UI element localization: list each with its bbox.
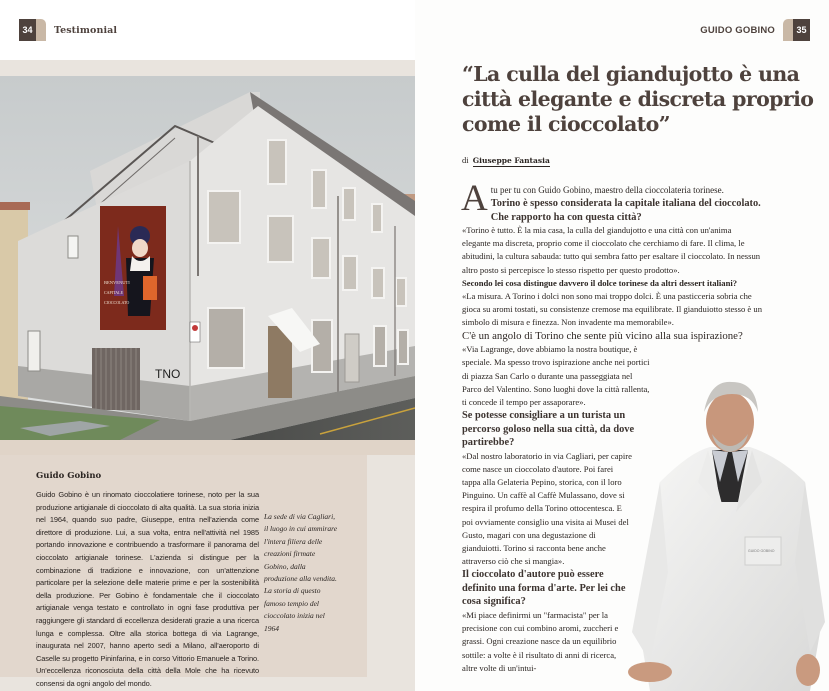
chef-portrait-photo — [620, 372, 829, 691]
bio-title: Guido Gobino — [36, 471, 102, 481]
answer-1: «Torino è tutto. È la mia casa, la culla del giandujotto e una città con un'anima elegante ma discreta, proprio come il cioccolato che cerchiamo di fare. Il clima, le abitudini, la cultura sabauda: tutto qui sembra fatto per esaltare il cioccolato. In nessun altro posto si percepisce lo stesso rispetto per questo prodotto». — [462, 225, 761, 275]
answer-2: «La misura. A Torino i dolci non sono mai troppo dolci. È una pasticceria sobria che gioca su aromi tostati, su consistenze cremose ma equilibrate. Il gianduiotto stesso è un simbolo di misura e finezza. Non invadente ma memorabile». — [462, 291, 762, 328]
graffiti-text: TNO — [155, 367, 181, 381]
right-folio — [700, 19, 810, 41]
building-photo — [0, 76, 415, 440]
photo-bottom-strip — [0, 440, 415, 455]
section-label-right: GUIDO GOBINO — [700, 24, 775, 36]
page-number-right: 35 — [793, 19, 810, 41]
section-label: Testimonial — [54, 24, 118, 36]
question-4: Se potesse consigliare a un turista un percorso goloso nella sua città, da dove partirebbe? — [462, 410, 635, 449]
svg-text:CIOCCOLATO: CIOCCOLATO — [104, 300, 130, 305]
answer-3: «Via Lagrange, dove abbiamo la nostra boutique, è speciale. Ma spesso trovo ispirazione anche nei portici di piazza San Carlo o durante una passeggiata nel Parco del Valentino. Sono luoghi dove la città rallenta, ti concede il tempo per assaporare». — [462, 344, 650, 407]
answer-4: «Dal nostro laboratorio in via Cagliari, per capire come nasce un cioccolato d'autore. Poi farei tappa alla Gelateria Pepino, storica, con il loro Pinguino. Un caffè al Caffè Mulassano, dove si respira il profumo della Torino ottocentesca. E poi ovviamente consiglio una visita ai Musei del Gusto, magari con una degustazione di gianduiotti. Torino si racconta bene anche attraverso ciò che si mangia». — [462, 450, 632, 567]
byline-author: Giuseppe Fantasia — [472, 156, 550, 165]
question-2: Secondo lei cosa distingue davvero il dolce torinese da altri dessert italiani? — [462, 277, 738, 288]
intro-text: tu per tu con Guido Gobino, maestro della cioccolateria torinese. — [490, 185, 724, 195]
question-3: C'è un angolo di Torino che sente più vicino alla sua ispirazione? — [462, 329, 743, 342]
question-5: Il cioccolato d'autore può essere definito una forma d'arte. Per lei che cosa significa? — [462, 569, 626, 608]
byline — [462, 155, 550, 165]
mural-text: BENVENUTI — [104, 280, 130, 285]
left-folio — [19, 19, 117, 41]
drop-cap: A — [461, 178, 488, 219]
photo-caption: La sede di via Cagliari, il luogo in cui ammirare l'intera filiera delle creazioni firmate Gobino, dalla produzione alla vendita. La storia di questo famoso tempio del cioccolato inizia nel 1964 — [264, 512, 338, 633]
svg-text:CAPITALE: CAPITALE — [104, 290, 124, 295]
folio-tab-decoration — [36, 19, 46, 41]
byline-prefix: di — [462, 155, 469, 165]
bio-text: Guido Gobino è un rinomato cioccolatiere torinese, noto per la sua produzione artigianale di cioccolato di alta qualità. La sua storia inizia nel 1964, quando suo padre, Giuseppe, entra nell'azienda come direttore di produzione. Lui, a sua volta, entra nell'attività nel 1985 portando innovazione e contribuendo a trasformare il panorama del cioccolato artigianale torinese. L'azienda si distingue per la combinazione di tradizione e innovazione, con un'attenzione particolare per la selezione delle materie prime e per la sostenibilità della produzione. Per Gobino è fondamentale che il cioccolato artigianale venga testato e controllato in ogni fase produttiva per raggiungere gli standard di eccellenza desiderati grazie a una ricerca lunga e complessa. Oltre alla storica bottega di via Lagrange, inaugurata nel 2007, hanno aperto sedi a Milano, all'aeroporto di Caselle su progetto Pininfarina, e in corso Vittorio Emanuele a Torino. Un'eccellenza riconosciuta della città della Mole che ha ricevuto consensi da ogni angolo del mondo. — [36, 490, 259, 688]
page-number-left: 34 — [19, 19, 36, 41]
question-1: Torino è spesso considerata la capitale italiana del cioccolato. Che rapporto ha con questa città? — [490, 198, 761, 223]
pocket-label: GUIDO GOBINO — [748, 549, 775, 553]
folio-tab-decoration — [783, 19, 793, 41]
answer-5: «Mi piace definirmi un "farmacista" per la precisione con cui combino aromi, zuccheri e grassi. Ogni creazione nasce da un equilibrio sottile: a volte è il risultato di anni di ricerca, altre volte di un'intui- — [462, 609, 619, 673]
bio-panel — [0, 455, 367, 688]
article-headline: “La culla del giandujotto è una città elegante e discreta proprio come il cioccolato” — [462, 62, 814, 136]
